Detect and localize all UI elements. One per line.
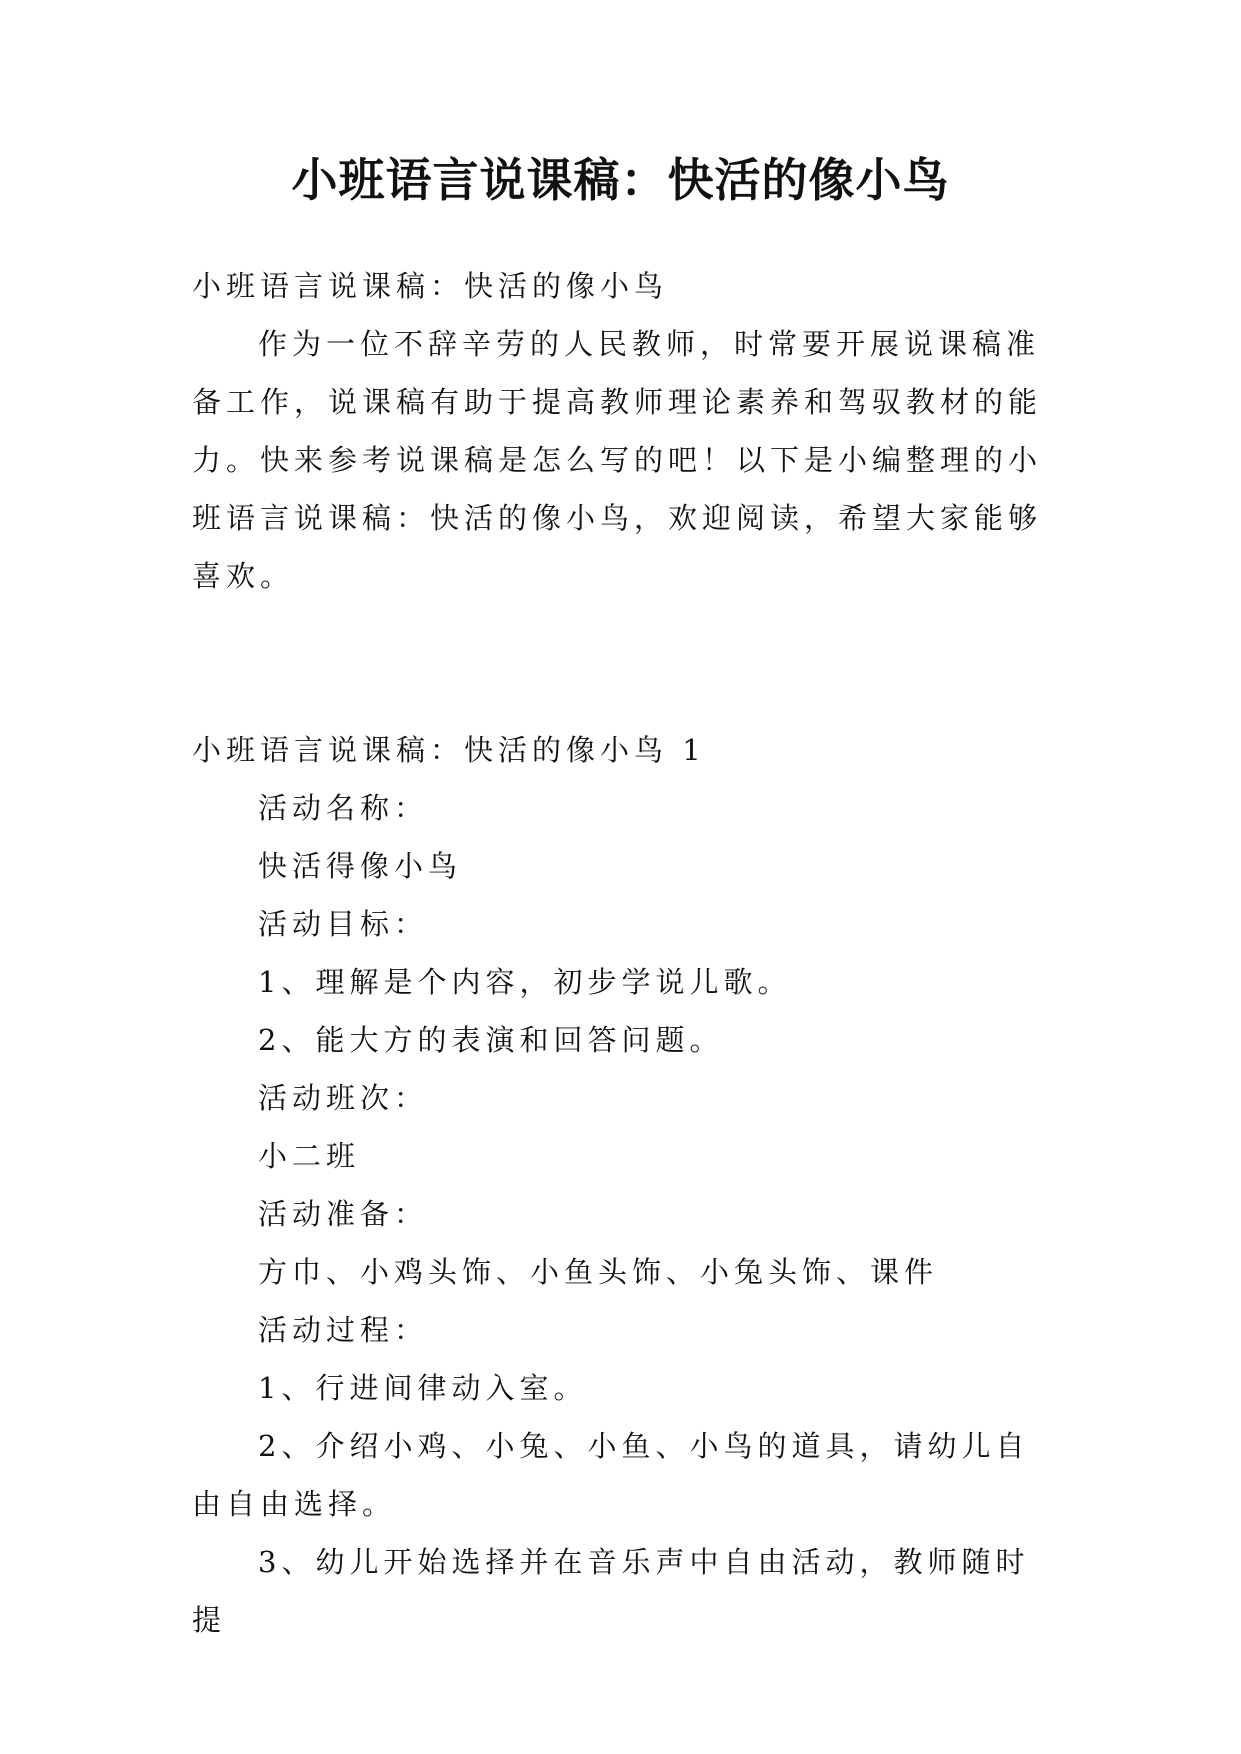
intro-heading: 小班语言说课稿：快活的像小鸟 — [192, 269, 669, 303]
line-goal-2: 2、能大方的表演和回答问题。 — [258, 1023, 724, 1057]
line-prep-value: 方巾、小鸡头饰、小鱼头饰、小兔头饰、课件 — [258, 1255, 939, 1289]
line-process-label: 活动过程： — [258, 1313, 429, 1347]
document-body — [192, 257, 1052, 1649]
line-activity-name-label: 活动名称： — [258, 791, 429, 825]
line-process-step-3: 3、幼儿开始选择并在音乐声中自由活动，教师随时提 — [192, 1545, 1030, 1637]
section-heading: 小班语言说课稿：快活的像小鸟 1 — [192, 733, 706, 767]
document-title: 小班语言说课稿：快活的像小鸟 — [291, 153, 950, 207]
line-class-label: 活动班次： — [258, 1081, 429, 1115]
line-goals-label: 活动目标： — [258, 907, 429, 941]
section-spacer — [192, 605, 1052, 721]
line-process-step-1: 1、行进间律动入室。 — [258, 1371, 588, 1405]
line-prep-label: 活动准备： — [258, 1197, 429, 1231]
line-activity-name-value: 快活得像小鸟 — [258, 849, 463, 883]
line-process-step-2: 2、介绍小鸡、小兔、小鱼、小鸟的道具，请幼儿自由自由选择。 — [192, 1429, 1030, 1521]
line-goal-1: 1、理解是个内容，初步学说儿歌。 — [258, 965, 792, 999]
line-class-value: 小二班 — [258, 1139, 361, 1173]
intro-paragraph: 作为一位不辞辛劳的人民教师，时常要开展说课稿准备工作，说课稿有助于提高教师理论素养和驾驭教材的能力。快来参考说课稿是怎么写的吧！以下是小编整理的小班语言说课稿：快活的像小鸟，欢迎阅读，希望大家能够喜欢。 — [192, 327, 1043, 593]
